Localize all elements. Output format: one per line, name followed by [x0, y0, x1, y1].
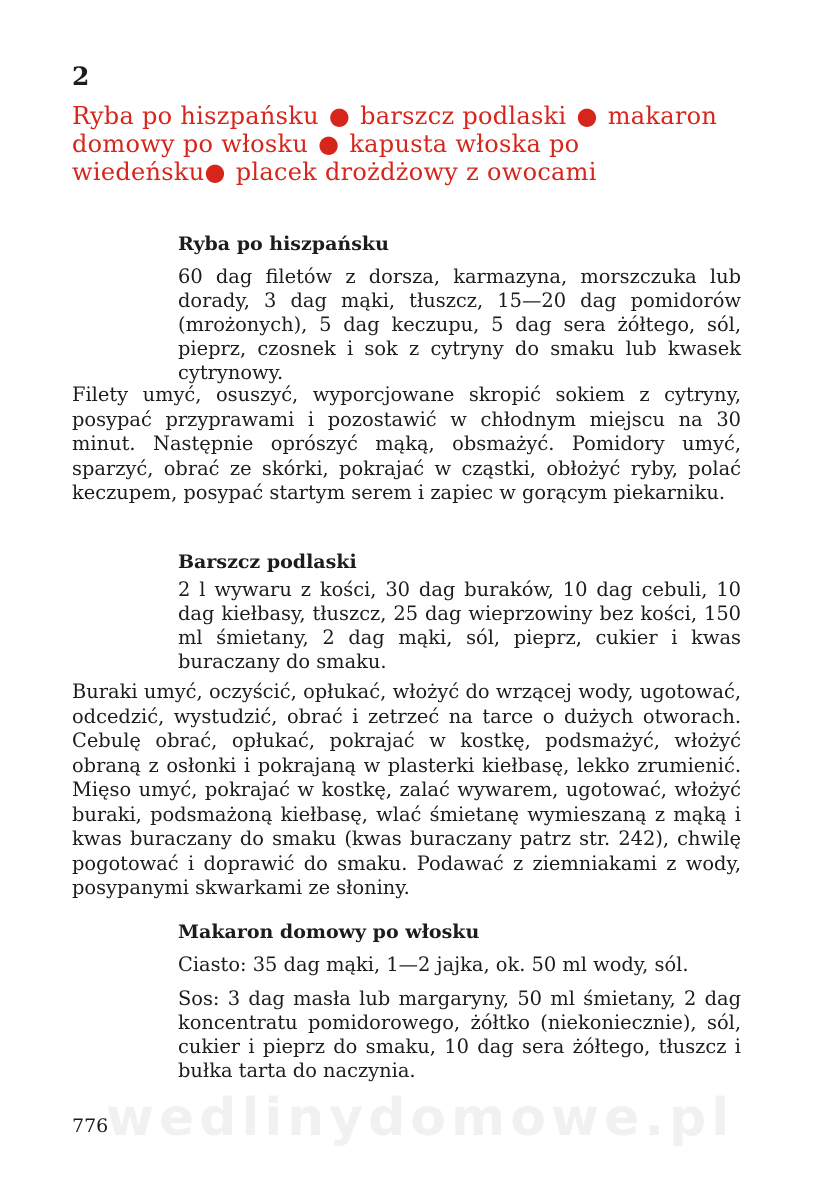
day-number: 2	[72, 62, 90, 91]
menu-list	[72, 102, 752, 186]
recipe-sauce: Sos: 3 dag masła lub margaryny, 50 ml śmietany, 2 dag koncentratu pomidorowego, żółtko (niekoniecznie), sól, cukier i pieprz do smaku, 10 dag sera żółtego, tłuszcz i bułka tarta do naczynia.	[178, 987, 741, 1082]
recipe-title: Barszcz podlaski	[178, 551, 357, 573]
menu-item: makaron domowy po włosku	[72, 102, 718, 158]
menu-item: barszcz podlaski	[360, 102, 567, 130]
recipe-ingredients: 2 l wywaru z kości, 30 dag buraków, 10 dag cebuli, 10 dag kiełbasy, tłuszcz, 25 dag wieprzowiny bez kości, 150 ml śmietany, 2 dag mąki, sól, pieprz, cukier i kwas buraczany do smaku.	[178, 578, 741, 673]
bullet-icon: ●	[576, 102, 598, 130]
menu-item: Ryba po hiszpańsku	[72, 102, 319, 130]
recipe-instructions: Filety umyć, osuszyć, wyporcjowane skropić sokiem z cytryny, posypać przyprawami i pozostawić w chłodnym miejscu na 30 minut. Następnie oprószyć mąką, obsmażyć. Pomidory umyć, sparzyć, obrać ze skórki, pokrajać w cząstki, obłożyć ryby, polać keczupem, posypać startym serem i zapiec w gorącym piekarniku.	[72, 383, 741, 504]
recipe-instructions: Buraki umyć, oczyścić, opłukać, włożyć do wrzącej wody, ugotować, odcedzić, wystudzić, obrać i zetrzeć na tarce o dużych otworach. Cebulę obrać, opłukać, pokrajać w kostkę, podsmażyć, włożyć obraną z osłonki i pokrajaną w plasterki kiełbasę, lekko zrumienić. Mięso umyć, pokrajać w kostkę, zalać wywarem, ugotować, włożyć buraki, podsmażoną kiełbasę, wlać śmietanę wymieszaną z mąką i kwas buraczany do smaku (kwas buraczany patrz str. 242), chwilę pogotować i doprawić do smaku. Podawać z ziemniakami z wody, posypanymi skwarkami ze słoniny.	[72, 680, 741, 899]
bullet-icon: ●	[204, 158, 226, 186]
recipe-title: Makaron domowy po włosku	[178, 921, 480, 943]
menu-item: kapusta włoska po wiedeńsku	[72, 130, 580, 186]
recipe-title: Ryba po hiszpańsku	[178, 233, 389, 255]
bullet-icon: ●	[328, 102, 351, 130]
menu-item: placek drożdżowy z owocami	[235, 158, 597, 186]
recipe-dough: Ciasto: 35 dag mąki, 1—2 jajka, ok. 50 ml wody, sól.	[178, 953, 689, 976]
bullet-icon: ●	[318, 130, 340, 158]
page-number: 776	[72, 1115, 109, 1137]
watermark: wedlinydomowe.pl	[105, 1088, 735, 1148]
recipe-ingredients: 60 dag filetów z dorsza, karmazyna, morszczuka lub dorady, 3 dag mąki, tłuszcz, 15—20 dag pomidorów (mrożonych), 5 dag keczupu, 5 dag sera żółtego, sól, pieprz, czosnek i sok z cytryny do smaku lub kwasek cytrynowy.	[178, 265, 741, 384]
